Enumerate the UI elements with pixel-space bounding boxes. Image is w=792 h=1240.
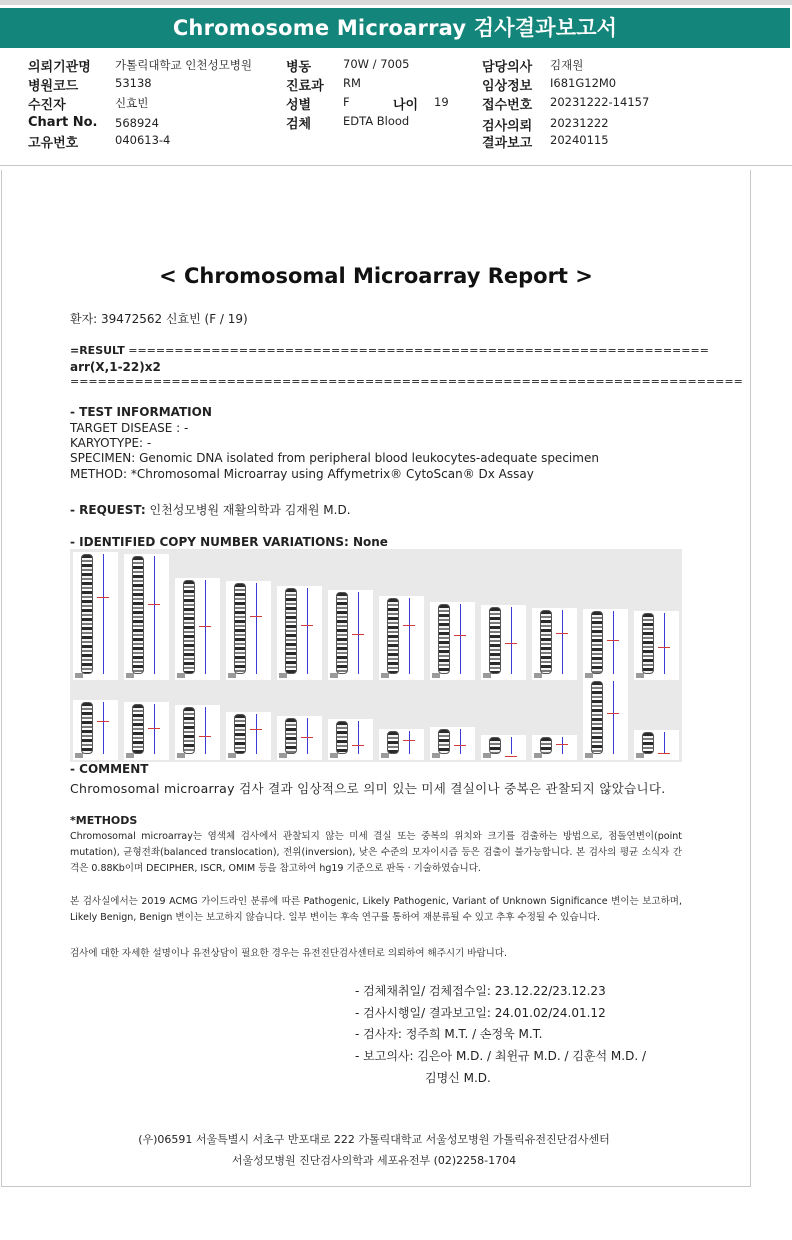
method: METHOD: *Chromosomal Microarray using Affymetrix® CytoScan® Dx Assay [70,467,534,481]
copy-number-marker [199,736,211,737]
copy-number-line [511,607,512,674]
karyogram-image [70,549,682,762]
chromosome-ideogram [132,556,144,674]
field-value: 20231222-14157 [550,95,650,109]
result-rule-bottom: ========================================================================= [70,375,743,388]
copy-number-marker [250,616,262,617]
field-value: 70W / 7005 [343,57,410,71]
field-label: 검사의뢰 [482,119,533,134]
field-label: Chart No. [28,115,98,130]
chromosome-panel [481,735,526,760]
request-line [70,501,351,518]
field-label: 접수번호 [482,98,533,113]
chromosome-label [279,673,287,678]
copy-number-line [307,588,308,674]
result-label: =RESULT [70,344,125,357]
field-value: RM [343,76,361,90]
field-value: 53138 [115,76,152,90]
chromosome-panel [277,586,322,680]
chromosome-label [330,753,338,758]
chromosome-ideogram [336,592,348,674]
chromosome-label [534,753,542,758]
chromosome-label [126,673,134,678]
sign-line: - 보고의사: 김은아 M.D. / 최윈규 M.D. / 김훈석 M.D. / [355,1049,647,1063]
copy-number-line [409,731,410,754]
chromosome-panel [634,730,679,760]
chromosome-ideogram [81,554,93,674]
copy-number-line [562,737,563,754]
chromosome-panel [226,581,271,680]
copy-number-marker [607,713,619,714]
copy-number-line [613,681,614,754]
chromosome-label [228,753,236,758]
chromosome-label [585,753,593,758]
chromosome-ideogram [132,704,144,754]
methods-paragraph-1: Chromosomal microarray는 염색체 검사에서 관찰되지 않는 미세 결실 또는 중복의 위치와 크기를 검출하는 방법으로, 점돌연변이(point mutation), 균형전좌(balanced translocation), 전위(inversion), 낮은 수준의 모자이시즘 등은 검출이 불가능합니다. 본 검사의 평균 소식자 간격은 0.88Kb이며 DECIPHER, ISCR, OMIM 등을 참고하여 hg19 기준으로 판독 · 기술하였습니다. [70,831,682,874]
copy-number-line [256,714,257,754]
copy-number-marker [352,634,364,635]
field-value: 김재원 [550,58,584,72]
chromosome-panel [73,552,118,680]
report-banner-title: Chromosome Microarray 검사결과보고서 [0,8,790,48]
chromosome-panel [532,735,577,760]
field-label: 병동 [286,60,312,75]
chromosome-panel [430,602,475,680]
result-value: arr(X,1-22)x2 [70,360,161,374]
copy-number-marker [505,643,517,644]
chromosome-ideogram [438,604,450,674]
copy-number-marker [148,728,160,729]
copy-number-line [358,721,359,754]
sign-line: - 검사시행일/ 결과보고일: 24.01.02/24.01.12 [355,1006,606,1020]
chromosome-label [534,673,542,678]
request-label: - REQUEST: [70,503,146,517]
chromosome-panel [430,727,475,760]
chromosome-label [177,753,185,758]
copy-number-marker [97,721,109,722]
copy-number-marker [199,626,211,627]
chromosome-label [483,753,491,758]
chromosome-label [177,673,185,678]
copy-number-marker [403,740,415,741]
chromosome-label [228,673,236,678]
chromosome-ideogram [183,707,195,754]
copy-number-line [460,729,461,754]
chromosome-panel [328,719,373,760]
test-info-title: - TEST INFORMATION [70,405,212,419]
copy-number-marker [403,625,415,626]
field-value: I681G12M0 [550,76,617,90]
chromosome-ideogram [642,732,654,754]
request-value: 인천성모병원 재활의학과 김재원 M.D. [149,503,351,517]
field-value: 568924 [115,116,159,130]
copy-number-line [103,554,104,674]
patient-line: 환자: 39472562 신효빈 (F / 19) [70,312,248,326]
chromosome-panel [124,702,169,760]
sign-line: 김명신 M.D. [425,1071,491,1085]
result-header [70,344,709,357]
chromosome-label [432,753,440,758]
copy-number-line [307,718,308,754]
copy-number-line [358,592,359,674]
copy-number-marker [301,625,313,626]
chromosome-panel [226,712,271,760]
copy-number-line [409,598,410,674]
chromosome-label [75,753,83,758]
chromosome-panel [532,608,577,680]
field-label: 결과보고 [482,136,533,151]
methods-title: *METHODS [70,814,138,827]
field-label: 검체 [286,117,312,132]
chromosome-ideogram [336,721,348,754]
field-label: 진료과 [286,79,324,94]
cnv-title: - IDENTIFIED COPY NUMBER VARIATIONS: None [70,535,388,549]
target-disease: TARGET DISEASE : - [70,421,189,435]
field-value: 신효빈 [115,96,149,110]
chromosome-panel [175,578,220,680]
chromosome-label [279,753,287,758]
top-rule [0,0,792,5]
report-title: < Chromosomal Microarray Report > [159,264,593,288]
chromosome-ideogram [591,681,603,754]
chromosome-panel [124,554,169,680]
chromosome-ideogram [234,714,246,754]
chromosome-ideogram [183,580,195,674]
chromosome-panel [175,705,220,760]
chromosome-label [585,673,593,678]
field-value: 19 [434,95,449,109]
comment-title: - COMMENT [70,762,149,776]
footer-address: (우)06591 서울특별시 서초구 반포대로 222 가톨릭대학교 서울성모병원 가톨릭유전진단검사센터 [138,1133,610,1146]
copy-number-marker [301,737,313,738]
copy-number-line [205,707,206,754]
copy-number-marker [250,729,262,730]
copy-number-line [154,556,155,674]
copy-number-marker [454,745,466,746]
field-value: EDTA Blood [343,114,410,128]
field-label: 고유번호 [28,136,79,151]
field-value: F [343,95,350,109]
field-value: 040613-4 [115,133,171,147]
methods-paragraph-2: 본 검사실에서는 2019 ACMG 가이드라인 분류에 따른 Pathogenic, Likely Pathogenic, Variant of Unknown Significance 변이는 보고하며, Likely Benign, Benign 변이는 보고하지 않습니다. 일부 변이는 후속 연구를 통하여 재분류될 수 있고 추후 수정될 수 있습니다. [70,896,682,923]
field-value: 20240115 [550,133,609,147]
chromosome-label [381,673,389,678]
copy-number-line [562,610,563,674]
chromosome-ideogram [540,610,552,674]
chromosome-label [636,753,644,758]
field-label: 병원코드 [28,79,79,94]
field-label: 나이 [393,98,419,113]
chromosome-ideogram [285,588,297,674]
chromosome-panel [379,596,424,680]
chromosome-panel [481,605,526,680]
copy-number-line [154,704,155,754]
karyotype: KARYOTYPE: - [70,436,152,450]
chromosome-panel [634,611,679,680]
copy-number-marker [556,744,568,745]
field-label: 성별 [286,98,312,113]
chromosome-panel [583,679,628,760]
copy-number-marker [505,756,517,757]
sign-line: - 검체채취일/ 검체접수일: 23.12.22/23.12.23 [355,984,606,998]
copy-number-marker [352,745,364,746]
field-value: 가톨릭대학교 인천성모병원 [115,58,252,72]
chromosome-label [483,673,491,678]
copy-number-marker [97,597,109,598]
chromosome-label [636,673,644,678]
field-label: 임상정보 [482,79,533,94]
chromosome-ideogram [387,731,399,754]
chromosome-ideogram [642,613,654,674]
copy-number-line [511,737,512,754]
copy-number-line [460,604,461,674]
copy-number-line [613,611,614,674]
copy-number-line [664,613,665,674]
chromosome-ideogram [387,598,399,674]
copy-number-marker [658,753,670,754]
chromosome-label [75,673,83,678]
comment-text: Chromosomal microarray 검사 결과 임상적으로 의미 있는 미세 결실이나 중복은 관찰되지 않았습니다. [70,781,666,796]
chromosome-ideogram [234,583,246,674]
result-rule: =============================================================== [128,344,709,357]
chromosome-panel [328,590,373,680]
chromosome-ideogram [489,607,501,674]
copy-number-marker [148,604,160,605]
report-top-rule [0,165,792,166]
field-value: 20231222 [550,116,609,130]
chromosome-ideogram [540,737,552,754]
copy-number-marker [556,633,568,634]
field-label: 의뢰기관명 [28,60,91,75]
copy-number-line [256,583,257,674]
copy-number-line [103,702,104,754]
chromosome-panel [73,700,118,760]
copy-number-marker [454,635,466,636]
chromosome-label [432,673,440,678]
chromosome-ideogram [285,718,297,754]
copy-number-marker [658,647,670,648]
chromosome-panel [583,609,628,680]
chromosome-label [381,753,389,758]
methods-paragraph-3: 검사에 대한 자세한 설명이나 유전상담이 필요한 경우는 유전진단검사센터로 의뢰하여 해주시기 바랍니다. [70,948,508,959]
copy-number-line [205,580,206,674]
chromosome-ideogram [81,702,93,754]
chromosome-label [126,753,134,758]
sign-line: - 검사자: 정주희 M.T. / 손정욱 M.T. [355,1027,543,1041]
chromosome-panel [277,716,322,760]
specimen: SPECIMEN: Genomic DNA isolated from peripheral blood leukocytes-adequate specimen [70,451,599,465]
patient-info-header [0,52,790,152]
chromosome-label [330,673,338,678]
chromosome-ideogram [489,737,501,754]
chromosome-ideogram [438,729,450,754]
chromosome-panel [379,729,424,760]
field-label: 수진자 [28,98,66,113]
field-label: 담당의사 [482,60,533,75]
footer-contact: 서울성모병원 진단검사의학과 세포유전부 (02)2258-1704 [231,1154,517,1167]
copy-number-marker [607,640,619,641]
chromosome-ideogram [591,611,603,674]
copy-number-line [664,732,665,754]
